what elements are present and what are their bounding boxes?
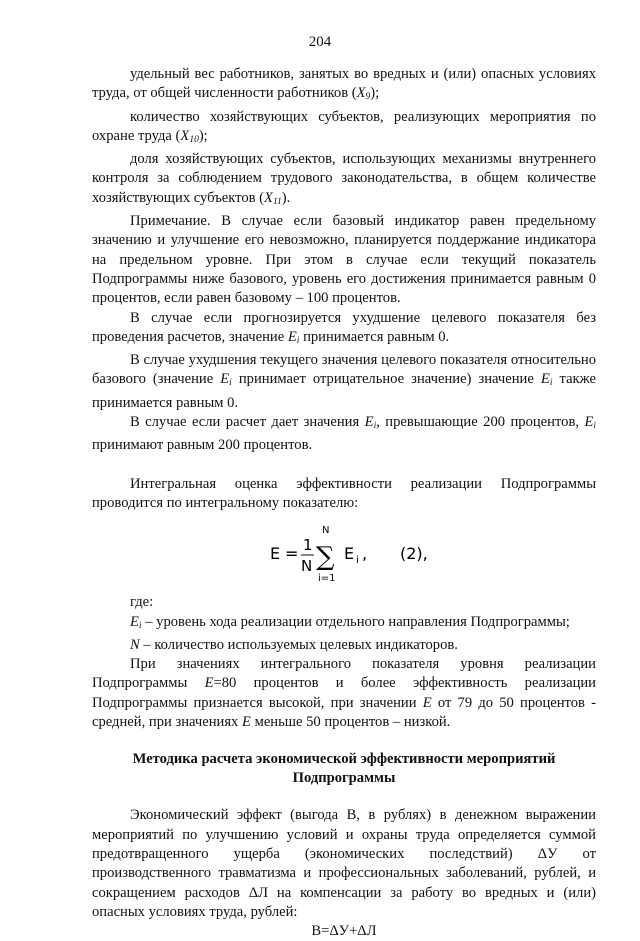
paragraph-x9: удельный вес работников, занятых во вредных и (или) опасных условиях труда, от общей численности работников $(X_9)$; [92,66,596,103]
paragraph-forecast: В случае если прогнозируется ухудшение целевого показателя без проведения расчетов, значение $E_i$ принимается равным 0. [92,309,596,346]
paragraph-evaluation: При значениях интегрального показателя уровня реализации Подпрограммы E=80 процентов и более эффективность реализации Подпрограммы признается высокой, при значении E от 79 до 50 процентов - средней, при значениях E меньше 50 процентов – низкой. [92,656,596,731]
formula-label: (2), [400,544,428,564]
sum-lower-limit: i=1 [318,573,336,584]
sum-upper-limit: N [322,525,330,537]
formula-lhs: E [270,544,281,564]
paragraph-integral: Интегральная оценка эффективности реализации Подпрограммы проводится по интегральному показателю: [92,475,596,511]
formula-term: E [344,544,355,564]
definition-ei: $E_i$ – уровень хода реализации отдельного направления Подпрограммы; [130,613,570,631]
formula-denominator: N [301,557,313,576]
paragraph-x10: количество хозяйствующих субъектов, реализующих мероприятия по охране труда $(X_{10})$; [92,108,596,145]
paragraph-worsening: В случае ухудшения текущего значения целевого показателя относительно базового (значение $E_i$ принимает отрицательное значение) значение $E_i$ также принимается равным 0. [92,352,597,411]
where-label: где: [130,594,154,611]
paragraph-economic-effect: Экономический эффект (выгода В, в рублях) в денежном выражении мероприятий по улучшению условий и охраны труда определяется суммой предотвращенного ущерба (экономических последствий) ΔУ от производственного травматизма и профессиональных заболеваний, рублей, и сокращением расходов ΔЛ на компенсации за работу во вредных и (или) опасных условиях труда, рублей: [92,807,596,920]
definition-n: N – количество используемых целевых индикаторов. [130,636,458,653]
paragraph-note: Примечание. В случае если базовый индикатор равен предельному значению и улучшение его невозможно, планируется поддержание индикатора на предельном уровне. При этом в случае если текущий показатель Подпрограммы ниже базового, уровень его достижения принимается равным 0 процентов, если равен базовому – 100 процентов. [92,213,596,307]
formula-numerator: 1 [303,536,313,555]
section-heading: Методика расчета экономической эффективности мероприятий Подпрограммы [132,751,556,787]
formula-integral-estimate [92,525,596,583]
sum-sigma: ∑ [316,542,335,573]
formula-term-subscript: i [356,555,359,567]
formula-equals: = [285,544,299,564]
formula-graphic [270,525,470,583]
paragraph-over-200: В случае если расчет дает значения $E_i$, превышающие 200 процентов, $E_i$ принимают равным 200 процентов. [92,414,596,454]
document-body [92,65,596,941]
page-number: 204 [308,34,332,50]
formula-benefit: В=ΔУ+ΔЛ [311,923,377,940]
formula-comma: , [362,544,368,564]
paragraph-x11: доля хозяйствующих субъектов, использующих механизмы внутреннего контроля за соблюдением трудового законодательства, в общем количестве хозяйствующих субъектов $(X_{11})$. [92,151,596,207]
